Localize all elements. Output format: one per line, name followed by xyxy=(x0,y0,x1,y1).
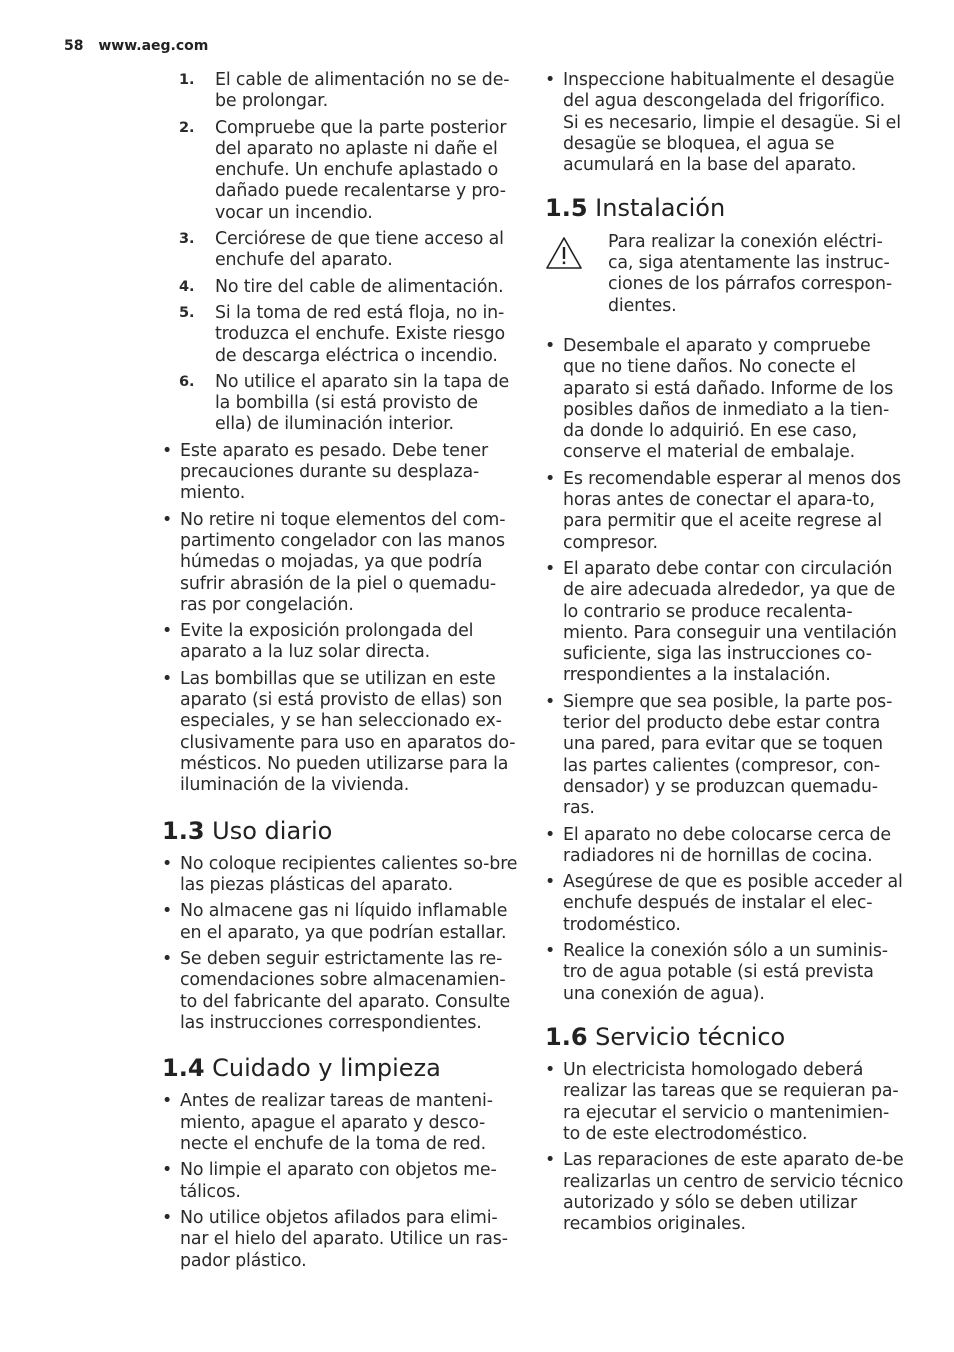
section-heading-1-4: 1.4 Cuidado y limpieza xyxy=(162,1054,441,1083)
list-item: • Este aparato es pesado. Debe tener precauciones durante su desplaza-miento. xyxy=(162,440,489,504)
warning-text: Para realizar la conexión eléctri-ca, siga atentamente las instruc-ciones de los párrafos correspon-dientes. xyxy=(608,231,892,316)
bullet-list xyxy=(162,1091,520,1271)
list-item: • No utilice objetos afilados para elimi-nar el hielo del aparato. Utilice un ras-pador plástico. xyxy=(162,1207,508,1271)
list-item: • Desembale el aparato y compruebe que no tiene daños. No conecte el aparato si está dañado. Informe de los posibles daños de inmediato a la tien-da donde lo adquirió. En ese caso, conserve el material de embalaje. xyxy=(545,335,894,463)
list-item: 4. No tire del cable de alimentación. xyxy=(179,276,504,297)
page-number: 58 xyxy=(64,38,84,54)
bullet-list xyxy=(545,70,905,176)
list-item: • No retire ni toque elementos del com-partimento congelador con las manos húmedas o mojadas, ya que podría sufrir abrasión de la piel o quemadu-ras por congelación. xyxy=(162,509,506,615)
bullet-list xyxy=(545,336,905,1005)
list-item: • Es recomendable esperar al menos dos horas antes de conectar el apara-to, para permitir que el aceite regrese al compresor. xyxy=(545,468,901,553)
section-heading-1-6: 1.6 Servicio técnico xyxy=(545,1022,786,1051)
list-item: • Se deben seguir estrictamente las re-comendaciones sobre almacenamien-to del fabricante del aparato. Consulte las instrucciones correspondientes. xyxy=(162,948,511,1033)
list-item: • Las reparaciones de este aparato de-be realizarlas un centro de servicio técnico autorizado y sólo se deben utilizar recambios originales. xyxy=(545,1150,904,1235)
section-heading-1-5: 1.5 Instalación xyxy=(545,194,726,223)
list-item: • Un electricista homologado deberá realizar las tareas que se requieran pa-ra ejecutar el servicio o mantenimien-to de este electrodoméstico. xyxy=(545,1060,899,1145)
list-item: • No coloque recipientes calientes so-bre las piezas plásticas del aparato. xyxy=(162,853,518,896)
list-item: 5. Si la toma de red está floja, no in-troduzca el enchufe. Existe riesgo de descarga eléctrica o incendio. xyxy=(179,302,505,366)
bullet-list xyxy=(162,441,520,797)
list-item: • Inspeccione habitualmente el desagüe del agua descongelada del frigorífico. Si es necesario, limpie el desagüe. Si el desagüe se bloquea, el agua se acumulará en la base del aparato. xyxy=(545,70,901,176)
list-item: • El aparato no debe colocarse cerca de radiadores ni de hornillas de cocina. xyxy=(545,824,891,866)
list-item: • No limpie el aparato con objetos me-tálicos. xyxy=(162,1160,497,1202)
list-item: • Las bombillas que se utilizan en este aparato (si está provisto de ellas) son especiales, y se han seleccionado ex-clusivamente para uso en aparatos do-mésticos. No pueden utilizarse para la iluminación de la vivienda. xyxy=(162,668,516,796)
list-item: • Realice la conexión sólo a un suminis-tro de agua potable (si está prevista una conexión de agua). xyxy=(545,940,888,1004)
list-item: • No almacene gas ni líquido inflamable en el aparato, ya que podrían estallar. xyxy=(162,901,508,943)
bullet-list xyxy=(545,1060,905,1235)
numbered-list xyxy=(180,70,520,436)
right-column xyxy=(545,70,905,1241)
list-item: • Evite la exposición prolongada del aparato a la luz solar directa. xyxy=(162,621,474,663)
section-heading-1-3: 1.3 Uso diario xyxy=(162,816,333,845)
warning-triangle-icon xyxy=(545,236,583,270)
list-item: • Siempre que sea posible, la parte pos-terior del producto debe estar contra una pared, para evitar que se toquen las partes calientes (compresor, con-densador) y se produzcan quemadu-ras. xyxy=(545,691,893,819)
list-item: 2. Compruebe que la parte posterior del aparato no aplaste ni dañe el enchufe. Un enchufe aplastado o dañado puede recalentarse y pro-vocar un incendio. xyxy=(179,117,507,223)
bullet-list xyxy=(162,854,520,1034)
list-item: 1. El cable de alimentación no se de-be prolongar. xyxy=(179,70,510,112)
list-item: 6. No utilice el aparato sin la tapa de la bombilla (si está provisto de ella) de iluminación interior. xyxy=(179,371,510,435)
warning-box xyxy=(545,232,905,317)
list-item: • Asegúrese de que es posible acceder al enchufe después de instalar el elec-trodoméstico. xyxy=(545,872,903,935)
list-item: • Antes de realizar tareas de manteni-miento, apague el aparato y desco-necte el enchufe de la toma de red. xyxy=(162,1091,493,1155)
left-column xyxy=(162,70,520,1277)
site-url: www.aeg.com xyxy=(98,38,209,54)
list-item: • El aparato debe contar con circulación de aire adecuada alrededor, ya que de lo contrario se produce recalenta-miento. Para conseguir una ventilación suficiente, siga las instrucciones co-rrespondientes a la instalación. xyxy=(545,558,897,686)
page-header xyxy=(64,38,208,54)
list-item: 3. Cerciórese de que tiene acceso al enchufe del aparato. xyxy=(179,229,504,271)
